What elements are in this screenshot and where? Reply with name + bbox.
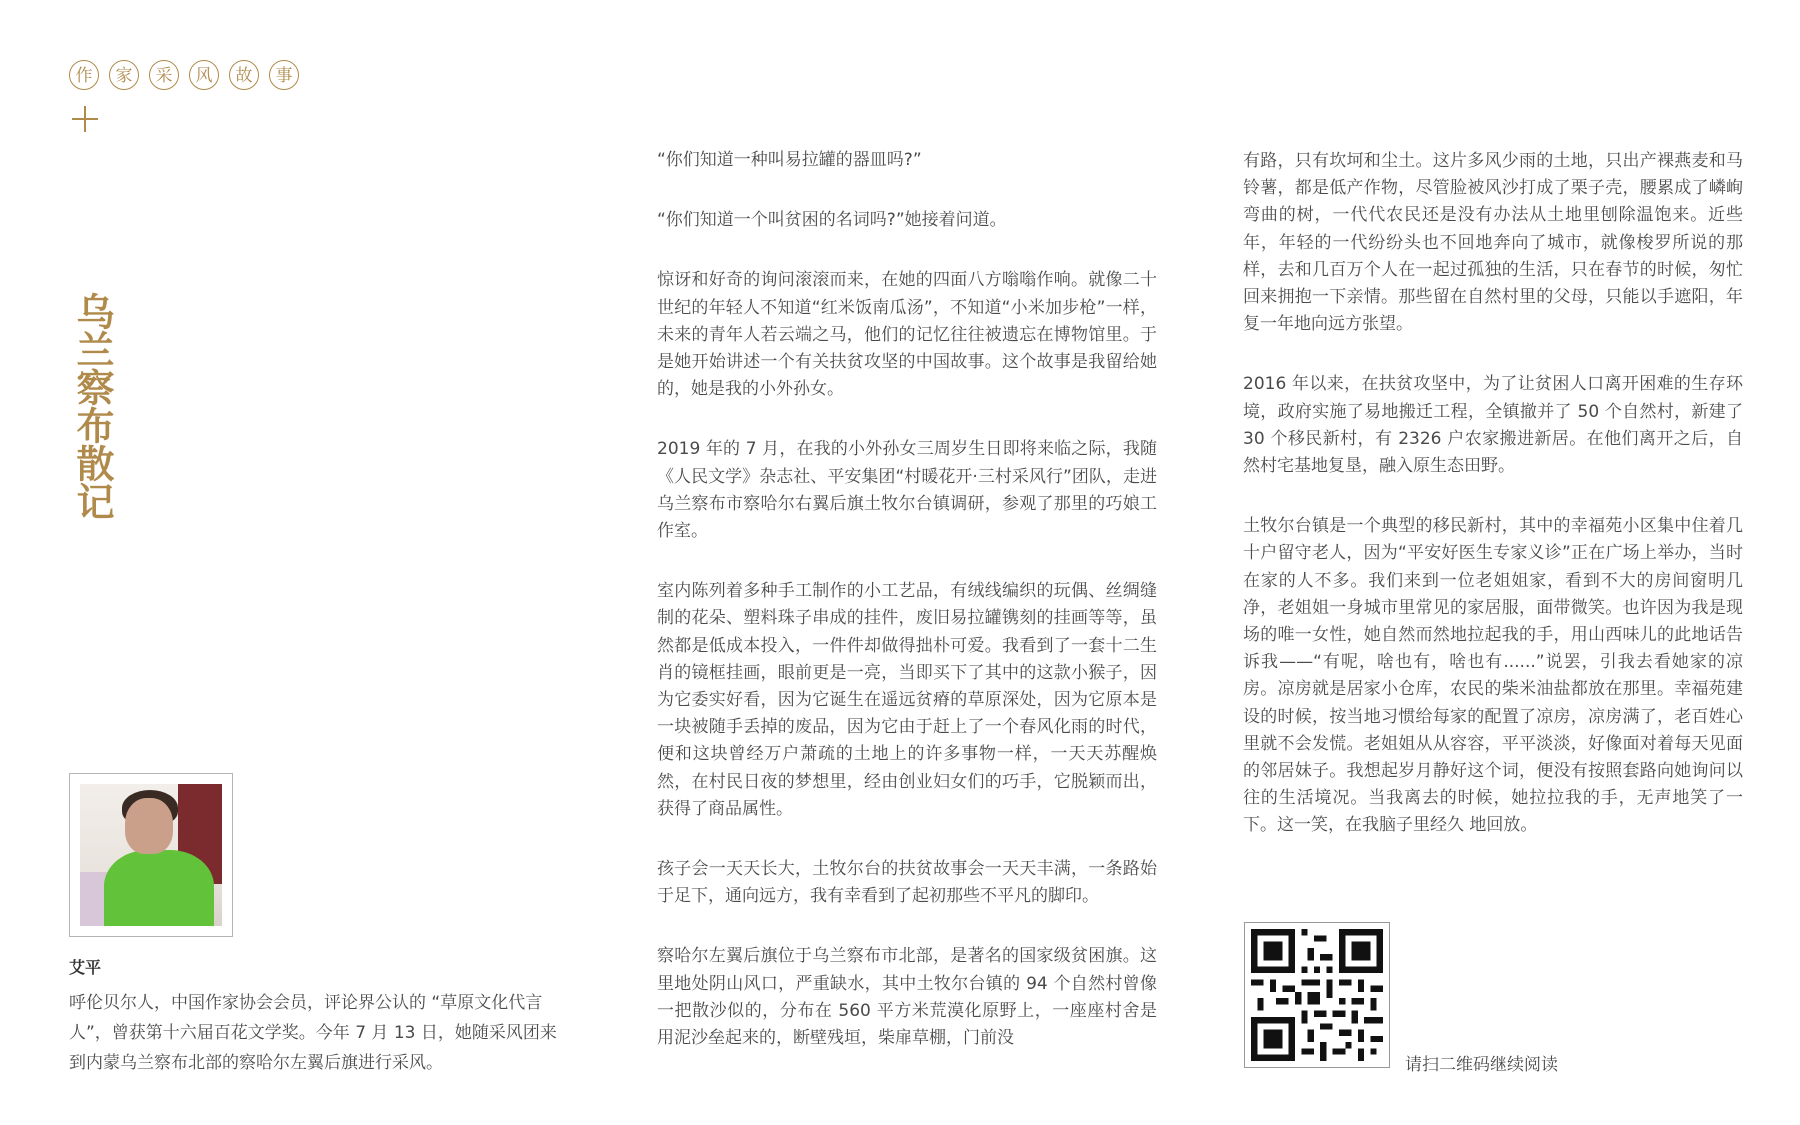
paragraph: 有路，只有坎坷和尘土。这片多风少雨的土地，只出产裸燕麦和马铃薯，都是低产作物，尽管脸被风沙打成了栗子壳，腰累成了嶙峋弯曲的树，一代代农民还是没有办法从土地里刨除温饱来。近些年，年轻的一代纷纷头也不回地奔向了城市，就像梭罗所说的那样，去和几百万个人在一起过孤独的生活，只在春节的时候，匆忙回来拥抱一下亲情。那些留在自然村里的父母，只能以手遮阳，年复一年地向远方张望。 (1243, 151, 1743, 335)
author-photo (69, 773, 233, 937)
author-name: 艾平 (69, 958, 102, 977)
paragraph: 惊讶和好奇的询问滚滚而来，在她的四面八方嗡嗡作响。就像二十世纪的年轻人不知道“红米饭南瓜汤”，不知道“小米加步枪”一样，未来的青年人若云端之马，他们的记忆往往被遗忘在博物馆里。于是她开始讲述一个有关扶贫攻坚的中国故事。这个故事是我留给她的，她是我的小外孙女。 (657, 270, 1157, 400)
paragraph: 孩子会一天天长大，土牧尔台的扶贫故事会一天天丰满，一条路始于足下，通向远方，我有幸看到了起初那些不平凡的脚印。 (657, 859, 1157, 907)
paragraph: “你们知道一个叫贫困的名词吗?”她接着问道。 (657, 210, 1007, 231)
column-label-char: 风 (189, 60, 219, 90)
qr-code-icon[interactable] (1244, 922, 1390, 1068)
plus-icon (72, 106, 98, 132)
qr-caption: 请扫二维码继续阅读 (1405, 1055, 1558, 1075)
author-photo-image (80, 784, 222, 926)
paragraph: 土牧尔台镇是一个典型的移民新村，其中的幸福苑小区集中住着几十户留守老人，因为“平安好医生专家义诊”正在广场上举办，当时在家的人不多。我们来到一位老姐姐家，看到不大的房间窗明几净，老姐姐一身城市里常见的家居服，面带微笑。也许因为我是现场的唯一女性，她自然而然地拉起我的手，用山西味儿的此地话告诉我——“有呢，啥也有，啥也有......”说罢，引我去看她家的凉房。凉房就是居家小仓库，农民的柴米油盐都放在那里。幸福苑建设的时候，按当地习惯给每家的配置了凉房，凉房满了，老百姓心里就不会发慌。老姐姐从从容容，平平淡淡，好像面对着每天见面的邻居妹子。我想起岁月静好这个词，便没有按照套路向她询问以往的生活境况。当我离去的时候，她拉拉我的手，无声地笑了一下。这一笑，在我脑子里经久 地回放。 (1243, 516, 1743, 836)
column-label-char: 家 (109, 60, 139, 90)
column-label-char: 事 (269, 60, 299, 90)
author-bio: 呼伦贝尔人，中国作家协会会员，评论界公认的 “草原文化代言人”，曾获第十六届百花文学奖。今年 7 月 13 日，她随采风团来到内蒙乌兰察布北部的察哈尔左翼后旗进行采风。 (69, 993, 557, 1073)
paragraph: “你们知道一种叫易拉罐的器皿吗?” (657, 150, 922, 170)
paragraph: 2019 年的 7 月，在我的小外孙女三周岁生日即将来临之际，我随《人民文学》杂志社、平安集团“村暖花开·三村采风行”团队，走进乌兰察布市察哈尔右翼后旗土牧尔台镇调研，参观了那里的巧娘工作室。 (657, 439, 1157, 542)
paragraph: 察哈尔左翼后旗位于乌兰察布市北部，是著名的国家级贫困旗。这里地处阴山风口，严重缺水，其中土牧尔台镇的 94 个自然村曾像一把散沙似的，分布在 560 平方米荒漠化原野上，一座座村舍是用泥沙垒起来的，断壁残垣，柴扉草棚，门前没 (657, 946, 1157, 1049)
right-column (1243, 148, 1743, 873)
column-label-char: 作 (69, 60, 99, 90)
paragraph: 2016 年以来，在扶贫攻坚中，为了让贫困人口离开困难的生存环境，政府实施了易地搬迁工程，全镇撤并了 50 个自然村，新建了 30 个移民新村，有 2326 户农家搬进新居。在他们离开之后，自然村宅基地复垦，融入原生态田野。 (1243, 374, 1743, 477)
paragraph: 室内陈列着多种手工制作的小工艺品，有绒线编织的玩偶、丝绸缝制的花朵、塑料珠子串成的挂件，废旧易拉罐镌刻的挂画等等，虽然都是低成本投入，一件件却做得拙朴可爱。我看到了一套十二生肖的镜框挂画，眼前更是一亮，当即买下了其中的这款小猴子，因为它委实好看，因为它诞生在遥远贫瘠的草原深处，因为它原本是一块被随手丢掉的废品，因为它由于赶上了一个春风化雨的时代，便和这块曾经万户萧疏的土地上的许多事物一样，一天天苏醒焕然，在村民日夜的梦想里，经由创业妇女们的巧手，它脱颖而出，获得了商品属性。 (657, 581, 1157, 819)
middle-column (657, 147, 1157, 1085)
column-label-char: 故 (229, 60, 259, 90)
column-label-char: 采 (149, 60, 179, 90)
article-title: 乌兰察布散记 (70, 292, 115, 520)
column-label (69, 60, 299, 90)
